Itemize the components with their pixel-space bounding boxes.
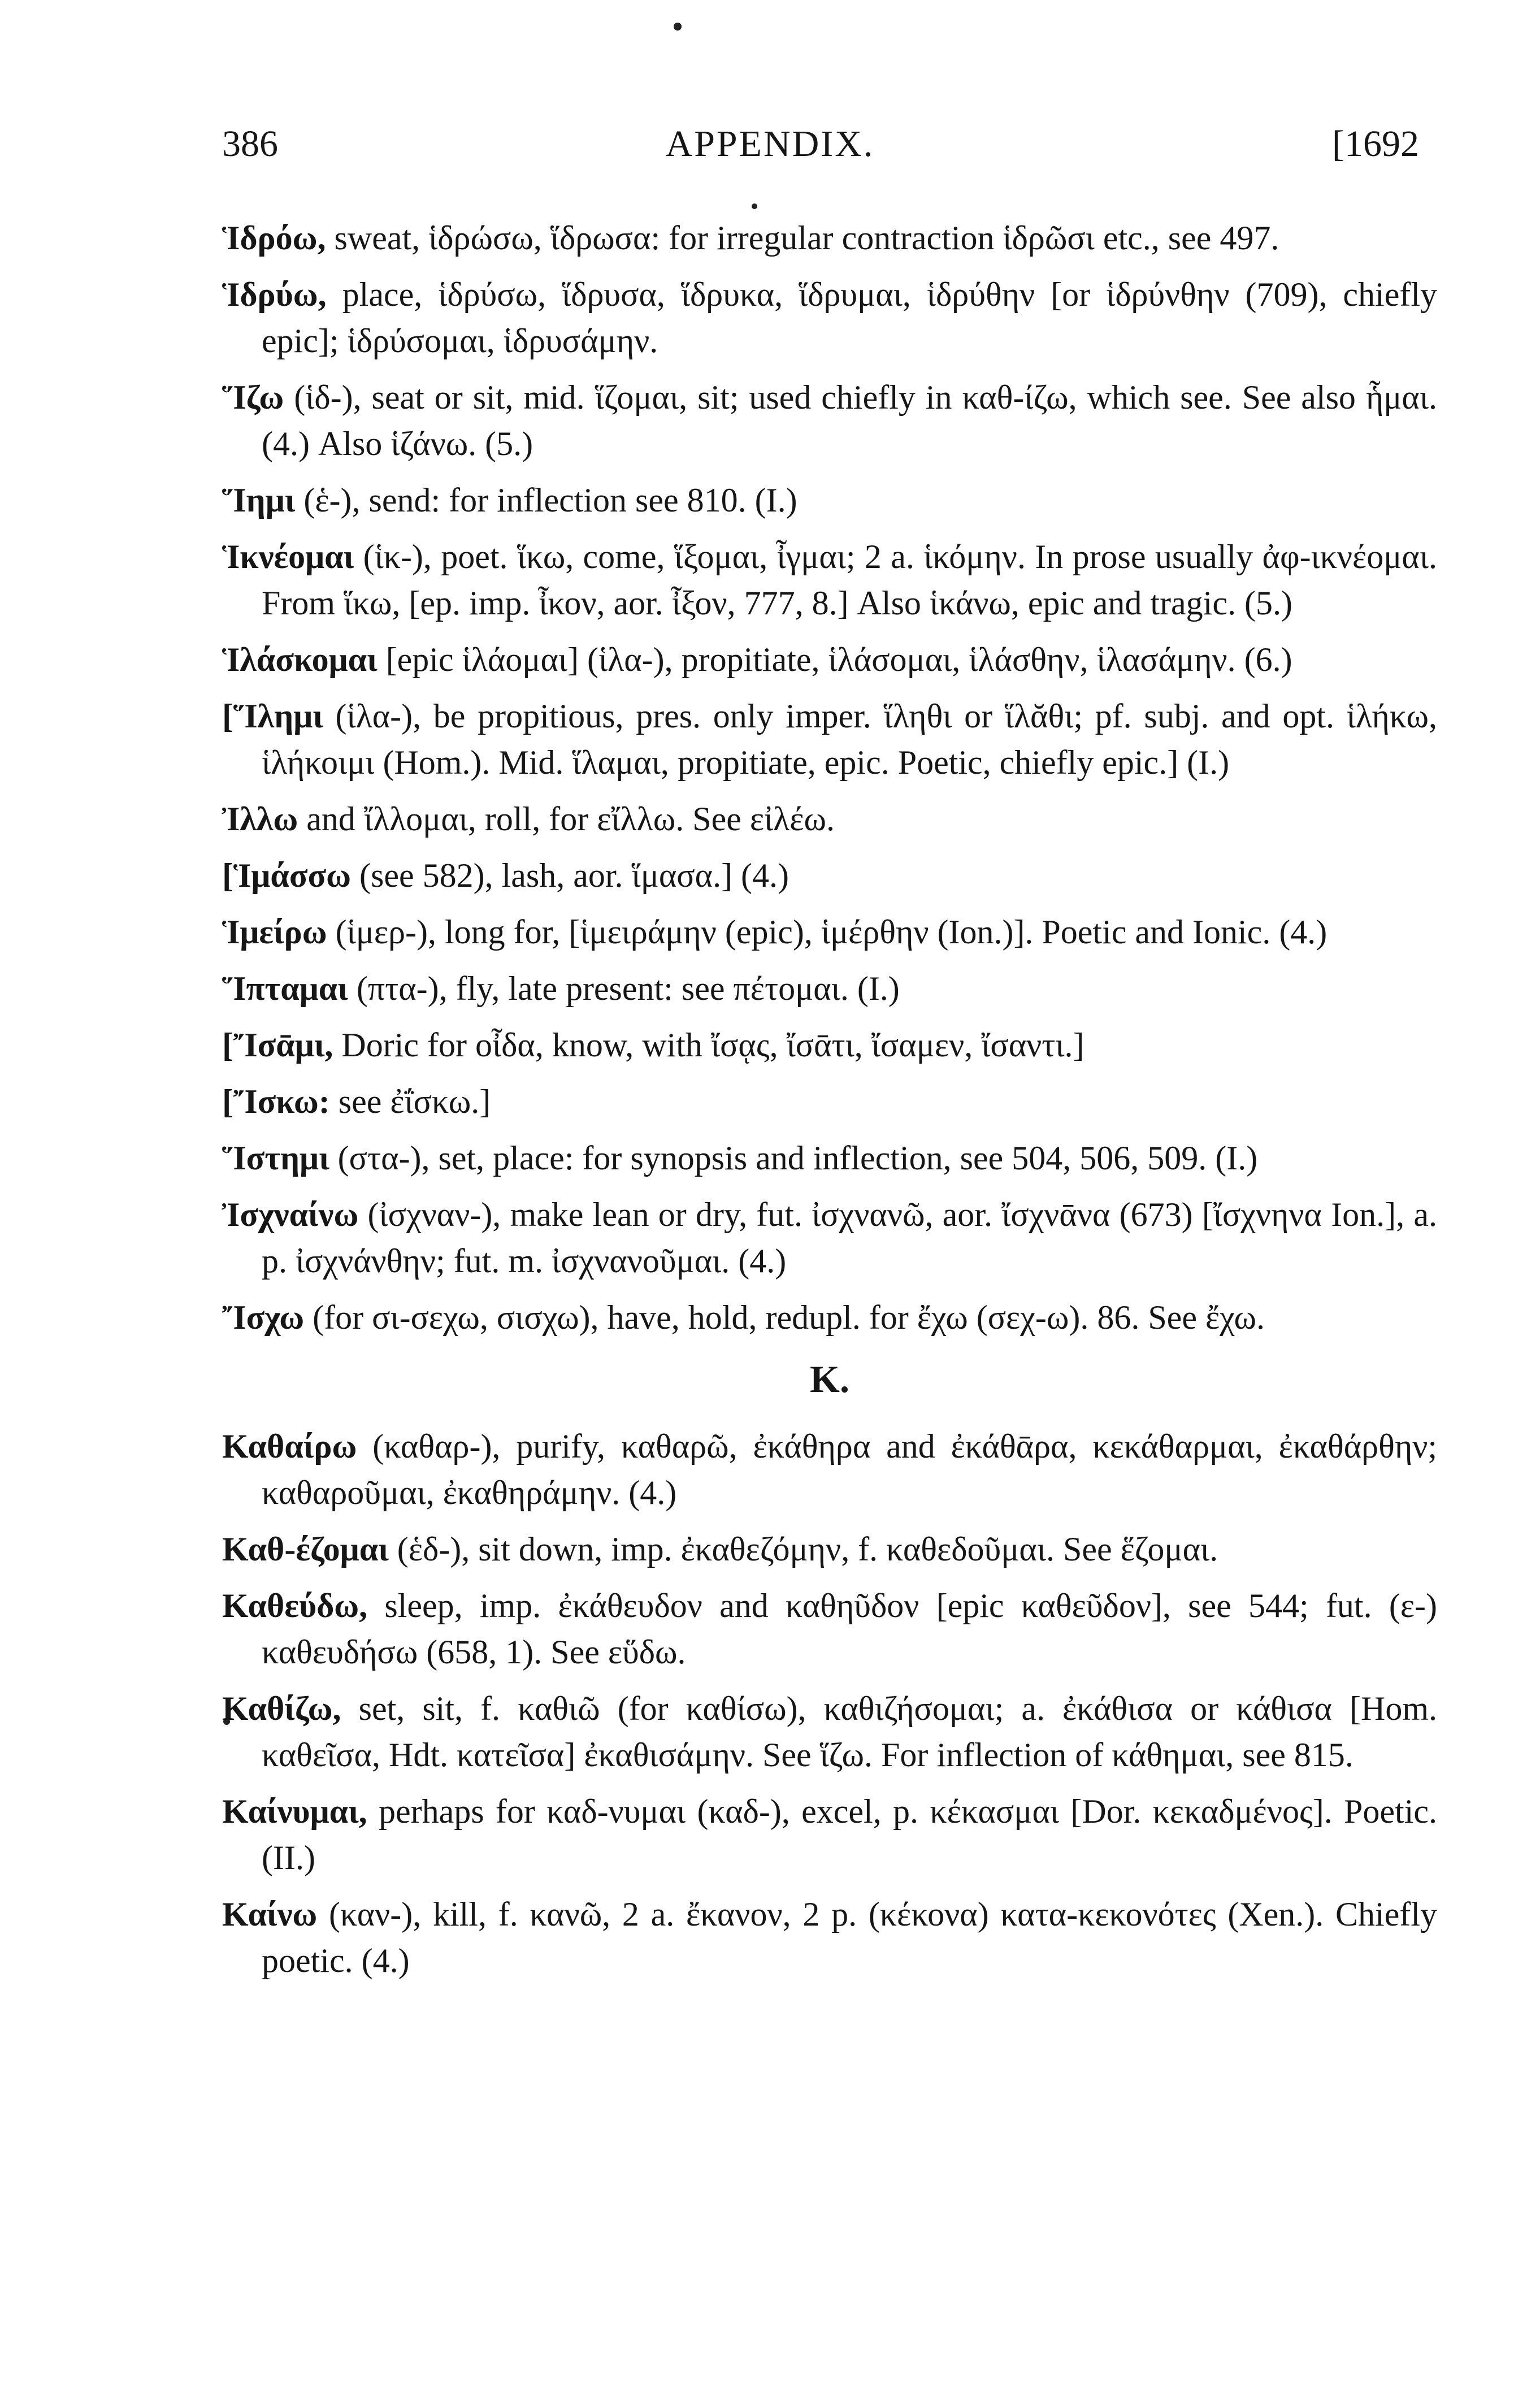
dictionary-entry	[222, 693, 1437, 786]
entry-headword: Ἵζω	[222, 379, 284, 416]
entry-headword: [Ἴσᾱμι,	[222, 1026, 333, 1064]
entry-text: (ἱμερ-), long for, [ἱμειράμην (epic), ἱμέρθην (Ion.)]. Poetic and Ionic. (4.)	[335, 913, 1328, 951]
entry-headword: Ἴσχω	[222, 1299, 305, 1336]
entry-text: (ἑδ-), sit down, imp. ἐκαθεζόμην, f. καθεδοῦμαι. See ἕζομαι.	[397, 1530, 1218, 1568]
dictionary-entry	[222, 796, 1437, 842]
entry-text: (ἱδ-), seat or sit, mid. ἵζομαι, sit; used chiefly in καθ-ίζω, which see. See also ἧμαι. (4.) Also ἱζάνω. (5.)	[262, 379, 1437, 462]
entry-text: (ἰσχναν-), make lean or dry, fut. ἰσχνανῶ, aor. ἴσχνᾱνα (673) [ἴσχνηνα Ion.], a. p. ἰσχνάνθην; fut. m. ἰσχνανοῦμαι. (4.)	[262, 1196, 1438, 1280]
section-reference: [1692	[1332, 123, 1419, 164]
entry-headword: [Ἴσκω:	[222, 1083, 330, 1120]
print-speck	[674, 23, 682, 31]
entry-text: perhaps for καδ-νυμαι (καδ-), excel, p. κέκασμαι [Dor. κεκαδμένος]. Poetic. (II.)	[262, 1793, 1438, 1876]
entry-text: (καν-), kill, f. κανῶ, 2 a. ἔκανον, 2 p. (κέκονα) κατα-κεκονότες (Xen.). Chiefly poetic. (4.)	[262, 1896, 1437, 1979]
dictionary-entry	[222, 965, 1437, 1012]
section-heading-k: K.	[810, 1358, 849, 1401]
entry-headword: Καθ-έζομαι	[222, 1530, 389, 1568]
entry-text: [epic ἱλάομαι] (ἱλα-), propitiate, ἱλάσομαι, ἱλάσθην, ἱλασάμην. (6.)	[385, 641, 1292, 678]
dictionary-entry	[222, 1294, 1437, 1341]
dictionary-entry	[222, 909, 1437, 955]
entry-text: (for σι-σεχω, σισχω), have, hold, redupl. for ἔχω (σεχ-ω). 86. See ἔχω.	[313, 1299, 1265, 1336]
entry-headword: Ἵστημι	[222, 1139, 329, 1177]
entry-headword: Ἱδρύω,	[222, 276, 327, 313]
entry-text: (ἑ-), send: for inflection see 810. (I.)	[303, 482, 797, 519]
dictionary-entry	[222, 636, 1437, 683]
entry-text: sweat, ἱδρώσω, ἵδρωσα: for irregular contraction ἱδρῶσι etc., see 497.	[334, 219, 1279, 257]
entry-headword: Καίνυμαι,	[222, 1793, 367, 1830]
entry-text: and ἴλλομαι, roll, for εἴλλω. See εἰλέω.	[306, 800, 835, 838]
dictionary-entries	[222, 215, 1437, 1994]
entries-letter-k	[222, 1423, 1437, 1984]
entry-headword: Καθαίρω	[222, 1428, 357, 1465]
entry-headword: [Ἵλημι	[222, 697, 323, 735]
dictionary-entry	[222, 1135, 1437, 1181]
entry-text: sleep, imp. ἐκάθευδον and καθηῦδον [epic καθεῦδον], see 544; fut. (ε-) καθευδήσω (658, 1). See εὕδω.	[262, 1587, 1437, 1671]
dictionary-entry	[222, 215, 1437, 261]
entry-text: (see 582), lash, aor. ἵμασα.] (4.)	[359, 857, 789, 894]
entry-text: (πτα-), fly, late present: see πέτομαι. (I.)	[356, 970, 900, 1007]
dictionary-entry	[222, 852, 1437, 899]
dictionary-entry	[222, 477, 1437, 523]
entry-headword: Καίνω	[222, 1896, 318, 1933]
entry-headword: [Ἱμάσσω	[222, 857, 352, 894]
dictionary-entry	[222, 1582, 1437, 1675]
dictionary-entry	[222, 1191, 1437, 1284]
dictionary-entry	[222, 1423, 1437, 1516]
entries-letter-i	[222, 215, 1437, 1341]
dictionary-entry	[222, 374, 1437, 467]
entry-headword: Καθίζω,	[222, 1690, 341, 1727]
dictionary-entry	[222, 1685, 1437, 1778]
entry-headword: Ἱδρόω,	[222, 219, 326, 257]
entry-text: Doric for οἶδα, know, with ἴσᾳς, ἴσᾱτι, ἴσαμεν, ἴσαντι.]	[341, 1026, 1084, 1064]
dictionary-entry	[222, 1022, 1437, 1068]
entry-headword: Ἱλάσκομαι	[222, 641, 378, 678]
entry-text: see ἐΐσκω.]	[338, 1083, 491, 1120]
page-number: 386	[222, 123, 278, 164]
entry-headword: Καθεύδω,	[222, 1587, 368, 1624]
dictionary-entry	[222, 1078, 1437, 1125]
entry-text: (ἱλα-), be propitious, pres. only imper. ἵληθι or ἵλᾰθι; pf. subj. and opt. ἱλήκω, ἱλήκοιμι (Hom.). Mid. ἵλαμαι, propitiate, epic. Poetic, chiefly epic.] (I.)	[262, 697, 1438, 781]
entry-text: (καθαρ-), purify, καθαρῶ, ἐκάθηρα and ἐκάθᾱρα, κεκάθαρμαι, ἐκαθάρθην; καθαροῦμαι, ἐκαθηράμην. (4.)	[262, 1428, 1437, 1511]
entry-text: place, ἱδρύσω, ἵδρυσα, ἵδρυκα, ἵδρυμαι, ἱδρύθην [or ἱδρύνθην (709), chiefly epic]; ἱδρύσομαι, ἱδρυσάμην.	[262, 276, 1437, 359]
entry-text: set, sit, f. καθιῶ (for καθίσω), καθιζήσομαι; a. ἐκάθισα or κάθισα [Hom. καθεῖσα, Hdt. κατεῖσα] ἐκαθισάμην. See ἵζω. For inflection of κάθημαι, see 815.	[262, 1690, 1438, 1774]
print-speck	[752, 203, 757, 209]
entry-headword: Ἱμείρω	[222, 913, 327, 951]
dictionary-entry	[222, 1788, 1437, 1881]
dictionary-entry	[222, 271, 1437, 364]
dictionary-entry	[222, 534, 1437, 626]
dictionary-entry	[222, 1526, 1437, 1572]
entry-headword: Ἵπταμαι	[222, 970, 348, 1007]
entry-text: (ἱκ-), poet. ἵκω, come, ἵξομαι, ἶγμαι; 2 a. ἱκόμην. In prose usually ἀφ-ικνέομαι. From ἵκω, [ep. imp. ἶκον, aor. ἶξον, 777, 8.] Also ἱκάνω, epic and tragic. (5.)	[262, 538, 1437, 622]
running-title: APPENDIX.	[665, 123, 875, 164]
entry-headword: Ἰσχναίνω	[222, 1196, 359, 1233]
entry-text: (στα-), set, place: for synopsis and inflection, see 504, 506, 509. (I.)	[337, 1139, 1258, 1177]
entry-headword: Ἰλλω	[222, 800, 298, 838]
entry-headword: Ἱκνέομαι	[222, 538, 354, 575]
dictionary-entry	[222, 1891, 1437, 1984]
entry-headword: Ἵημι	[222, 482, 296, 519]
